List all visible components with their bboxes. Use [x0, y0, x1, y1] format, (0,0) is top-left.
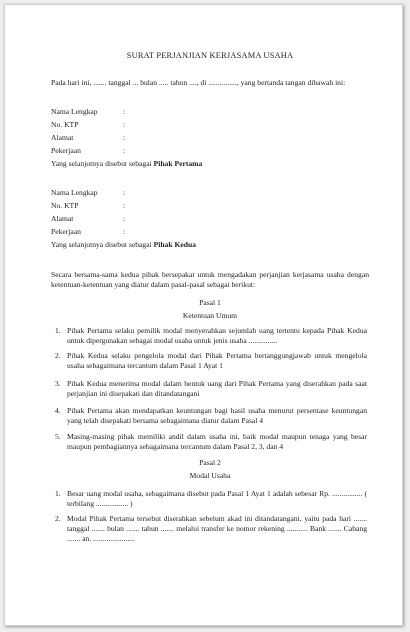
field-label: No. KTP — [51, 120, 79, 129]
field-colon: : — [123, 188, 126, 197]
designation-prefix: Yang selanjutnya disebut sebagai — [51, 159, 154, 168]
document-page — [4, 4, 403, 626]
list-number: 1. — [55, 489, 61, 498]
field-colon: : — [123, 107, 126, 116]
list-text: Pihak Pertama akan mendapatkan keuntungan bagi hasil usaha menurut persentase keuntungan yang telah disepakati bersama sebagaimana diatur dalam Pasal 4 — [67, 406, 367, 426]
party1-field-occupation — [51, 146, 351, 157]
designation-prefix: Yang selanjutnya disebut sebagai — [51, 240, 154, 249]
field-colon: : — [123, 146, 126, 155]
pasal2-subheading: Modal Usaha — [189, 471, 231, 480]
field-label: Pekerjaan — [51, 227, 81, 236]
party1-designation — [51, 159, 369, 169]
document-title: SURAT PERJANJIAN KERJASAMA USAHA — [126, 51, 294, 60]
field-label: Nama Lengkap — [51, 188, 98, 197]
designation-name: Pihak Kedua — [153, 240, 196, 249]
party2-field-name — [51, 188, 351, 199]
pasal2-heading: Pasal 2 — [199, 458, 221, 467]
field-label: Nama Lengkap — [51, 107, 98, 116]
field-colon: : — [123, 120, 126, 129]
agreement-intro-paragraph: Secara bersama-sama kedua pihak bersepakat untuk mengadakan perjanjian kerjasama usaha dengan ketentuan-ketentuan yang diatur dalam pasal-pasal sebagai berikut: — [51, 270, 369, 290]
list-text: Besar uang modal usaha, sebagaimana disebut pada Pasal 1 Ayat 1 adalah sebesar Rp. ................ ( terbilang ................. ) — [67, 489, 367, 509]
list-text: Pihak Kedua selaku pengelola modal dari Pihak Pertama bertanggungjawab untuk mengelola usaha sebagaimana tercantum dalam Pasal 1 Ayat 1 — [67, 351, 367, 371]
field-colon: : — [123, 201, 126, 210]
intro-paragraph: Pada hari ini, ....... tanggal ... bulan ..... tahun ...., di ..............., yang bertanda tangan dibawah ini: — [51, 78, 346, 87]
list-number: 1. — [55, 326, 61, 335]
list-number: 5. — [55, 432, 61, 441]
field-colon: : — [123, 227, 126, 236]
list-number: 4. — [55, 406, 61, 415]
field-label: Pekerjaan — [51, 146, 81, 155]
party1-field-address — [51, 133, 351, 144]
party2-field-address — [51, 214, 351, 225]
pasal1-subheading: Ketentuan Umum — [182, 311, 238, 320]
party2-designation — [51, 240, 369, 250]
designation-name: Pihak Pertama — [153, 159, 203, 168]
field-label: No. KTP — [51, 201, 79, 210]
list-text: Modal Pihak Pertama tersebut diserahkan sebelum akad ini ditandatangani, yaitu pada hari ....... tanggal ....... bulan ....... tahun ....... melalui transfer ke nomor rekening ........... Bank ....... Cabang ....... an. ...................... — [67, 514, 367, 544]
list-number: 2. — [55, 351, 61, 360]
list-number: 2. — [55, 514, 61, 523]
field-label: Alamat — [51, 133, 74, 142]
field-colon: : — [123, 214, 126, 223]
party1-field-ktp — [51, 120, 351, 131]
list-number: 3. — [55, 379, 61, 388]
field-label: Alamat — [51, 214, 74, 223]
party2-field-occupation — [51, 227, 351, 238]
party2-field-ktp — [51, 201, 351, 212]
field-colon: : — [123, 133, 126, 142]
list-text: Masing-masing pihak memiliki andil dalam usaha ini, baik modal maupun tenaga yang besar maupun pembagiannya sebagaimana tercantum dalam Pasal 2, 3, dan 4 — [67, 432, 367, 452]
pasal1-heading: Pasal 1 — [199, 298, 221, 307]
party1-field-name — [51, 107, 351, 118]
list-text: Pihak Pertama selaku pemilik modal menyerahkan sejumlah uang tertentu kepada Pihak Kedua untuk dipergunakan sebagai modal usaha untuk jenis usaha ............... — [67, 326, 367, 346]
list-text: Pihak Kedua menerima modal dalam bentuk uang dari Pihak Pertama yang diserahkan pada saat perjanjian ini disepakati dan ditandatangani — [67, 379, 367, 399]
